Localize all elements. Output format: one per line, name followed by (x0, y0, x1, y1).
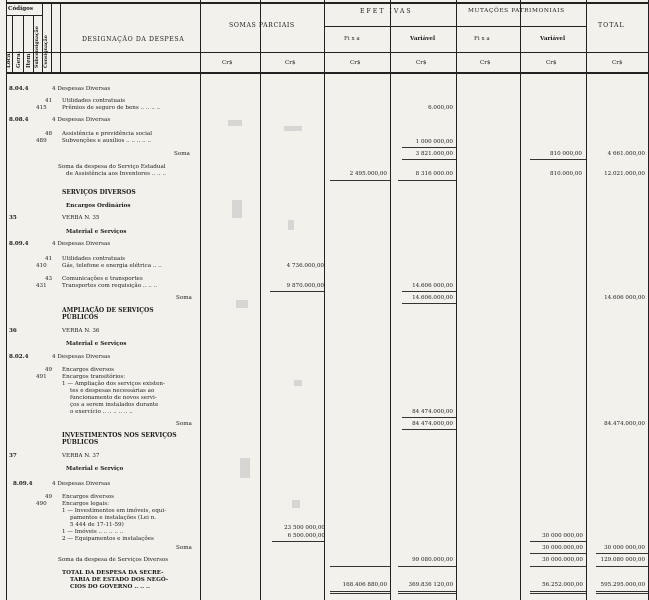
currency-1: Cr$ (222, 60, 233, 66)
value-total: 84.474.000,00 (604, 421, 645, 427)
code-local: 37 (9, 453, 17, 459)
code: 410 (36, 263, 47, 269)
column-line (520, 0, 521, 600)
row-text: Assistência e previdência social (62, 131, 153, 137)
code: 489 (36, 138, 47, 144)
total-rule (330, 591, 390, 594)
header-codigos: Códigos (8, 6, 34, 12)
code: 48 (45, 131, 53, 137)
value-variavel: 1 000 000,00 (415, 139, 453, 145)
row-text: Material e Serviços (66, 229, 127, 235)
column-line (586, 0, 587, 600)
row-text: TARIA DE ESTADO DOS NEGÓ- (70, 577, 169, 583)
header-sub-rule (324, 26, 586, 27)
soma-label: Soma (174, 151, 190, 157)
code-local: 36 (9, 328, 17, 334)
value-mutacoes: 810.000,00 (549, 171, 582, 177)
header-geral: Geral (16, 51, 22, 68)
row-text: Subvenções e auxílios .. .. .. .. .. (62, 138, 152, 144)
code: 491 (36, 374, 47, 380)
sum-rule (398, 566, 456, 567)
sum-rule (530, 566, 586, 567)
row-text: 4 Despesas Diversas (52, 354, 111, 360)
code: 415 (36, 105, 47, 111)
row-text: Encargos transitórios: (62, 374, 126, 380)
row-text: Soma da despesa do Serviço Estadual (58, 164, 166, 170)
total-rule (596, 591, 648, 594)
sum-rule (530, 159, 586, 160)
value-mutacoes: 30 000.000,00 (542, 557, 583, 563)
column-line (6, 0, 7, 600)
sum-rule (402, 159, 456, 160)
currency-6: Cr$ (546, 60, 557, 66)
value-fixa: 2 495.000,00 (349, 171, 387, 177)
section-title: SERVIÇOS DIVERSOS (62, 189, 136, 196)
header-mutacoes: MUTAÇÕES PATRIMONIAIS (468, 8, 565, 14)
value-variavel: 99 080.000,00 (412, 557, 453, 563)
row-text: 1 — Investimentos em imóveis, equi- (62, 508, 167, 514)
value-mutacoes: 810 000,00 (549, 151, 582, 157)
value-fixa: 168.406 880,00 (342, 582, 387, 588)
row-text: de Assistência aos Inventores .. .. .. (66, 171, 167, 177)
code: 43 (45, 276, 53, 282)
sum-rule (402, 303, 456, 304)
header-local: Local (6, 51, 12, 68)
row-text: Utilidades contratuais (62, 98, 125, 104)
header-total: TOTAL (598, 22, 625, 29)
value-total: 12.021.000,00 (604, 171, 645, 177)
row-text: Comunicações e transportes (62, 276, 143, 282)
row-text: Encargos diversos (62, 494, 115, 500)
column-line (456, 0, 457, 600)
row-text: Encargos legais: (62, 501, 109, 507)
code-local: 8.09.4 (13, 481, 33, 487)
soma-label: Soma (176, 295, 192, 301)
value-variavel: 8 316 000.00 (415, 171, 453, 177)
value-mutacoes: 56.252.000,00 (542, 582, 583, 588)
sum-rule (596, 566, 648, 567)
column-line (200, 0, 201, 600)
sum-rule (530, 553, 586, 554)
header-subconsignacao: Subconsignação (35, 26, 40, 68)
value-mutacoes: 30 000.000,00 (542, 545, 583, 551)
row-text: Material e Serviço (66, 466, 124, 472)
header-designacao: DESIGNAÇÃO DA DESPESA (82, 36, 185, 43)
sum-rule (402, 291, 456, 292)
code: 41 (45, 98, 53, 104)
currency-7: Cr$ (612, 60, 623, 66)
value-total: 30 000 000,00 (604, 545, 645, 551)
row-text: 1 — Ampliação dos serviços existen- (62, 381, 165, 387)
value-total: 14.606 000,00 (604, 295, 645, 301)
value-total: 4 661.000,00 (607, 151, 645, 157)
value-parcial: 9 870.000,00 (286, 283, 324, 289)
code: 49 (45, 367, 53, 373)
sum-rule (530, 541, 586, 542)
value-mutacoes: 30 000 000,00 (542, 533, 583, 539)
value-total: 595.295.000,00 (600, 582, 645, 588)
sum-rule (398, 180, 456, 181)
code: 41 (45, 256, 53, 262)
verba: VERBA N. 36 (62, 328, 100, 334)
row-text: Material e Serviços (66, 341, 127, 347)
row-text: funcionamento de novos servi- (70, 395, 157, 401)
sum-rule (402, 429, 456, 430)
sum-rule (270, 291, 324, 292)
column-line (324, 0, 325, 600)
row-text: TOTAL DA DESPESA DA SECRE- (62, 570, 164, 576)
row-text: 4 Despesas Diversas (52, 117, 111, 123)
value-variavel: 14.606 000,00 (412, 283, 453, 289)
value-variavel: 84 474.000,00 (412, 409, 453, 415)
codigos-rule (6, 15, 42, 16)
code-local: 8.04.4 (9, 86, 29, 92)
row-text: Gás, telefone e energia elétrica .. .. (62, 263, 162, 269)
row-text: tes e despesas necessárias ao (70, 388, 155, 394)
sum-rule (330, 566, 390, 567)
header-item: Item (26, 53, 32, 68)
value-variavel: 84 474.000,00 (412, 421, 453, 427)
section-title: AMPLIAÇÃO DE SERVIÇOS (62, 307, 154, 314)
row-text: Transportes com requisição .. .. .. (62, 283, 158, 289)
header-fixa: Fi x a (344, 36, 360, 42)
row-text: Prêmios de seguro de bens .. .. .. .. (62, 105, 161, 111)
header-consignacao: Consignação (44, 35, 49, 68)
header-top-rule (6, 2, 649, 4)
row-text: Encargos Ordinários (66, 203, 131, 209)
header-efetivas: EFET IVAS (360, 8, 413, 15)
row-text: Utilidades contratuais (62, 256, 125, 262)
sum-rule (402, 147, 456, 148)
section-title: INVESTIMENTOS NOS SERVIÇOS (62, 432, 177, 439)
code-local: 8.02.4 (9, 354, 29, 360)
row-text: CIOS DO GOVERNO .. .. .. (70, 584, 150, 590)
sum-rule (272, 541, 324, 542)
header-rule (6, 52, 649, 53)
row-text: Soma da despesa de Serviços Diversos (58, 557, 169, 563)
row-text: pamentos e instalações (Lei n. (70, 515, 157, 521)
code-local: 8.08.4 (9, 117, 29, 123)
header-variavel: Variável (410, 36, 436, 42)
code: 431 (36, 283, 47, 289)
code-local: 35 (9, 215, 17, 221)
total-rule (530, 591, 586, 594)
soma-label: Soma (176, 421, 192, 427)
verba: VERBA N. 37 (62, 453, 100, 459)
currency-4: Cr$ (416, 60, 427, 66)
code-local: 8.09.4 (9, 241, 29, 247)
sum-rule (402, 417, 456, 418)
row-text: ços a serem instalados durante (70, 402, 159, 408)
code: 490 (36, 501, 47, 507)
value-variavel: 6.000,00 (428, 105, 453, 111)
header-bottom-rule (6, 72, 649, 74)
value-parcial: 6 500.000,00 (287, 533, 325, 539)
column-line (390, 0, 391, 600)
column-line (260, 0, 261, 600)
header-fixa-2: Fi x a (474, 36, 490, 42)
value-variavel: 14.606.000,00 (412, 295, 453, 301)
value-parcial: 4 736.000,00 (286, 263, 324, 269)
sum-rule (596, 553, 648, 554)
row-text: 5 444 de 17-11-59) (70, 522, 124, 528)
row-text: 4 Despesas Diversas (52, 86, 111, 92)
row-text: 1 — Imóveis .. .. .. .. .. (62, 529, 124, 535)
section-title: PÚBLICOS (62, 439, 99, 446)
soma-label: Soma (176, 545, 192, 551)
row-text: 4 Despesas Diversas (52, 241, 111, 247)
verba: VERBA N. 35 (62, 215, 100, 221)
header-somas-parciais: SOMAS PARCIAIS (229, 22, 295, 29)
row-text: 2 — Equipamentos e instalações (62, 536, 154, 542)
currency-5: Cr$ (480, 60, 491, 66)
header-variavel-2: Variável (540, 36, 566, 42)
value-variavel: 369.836 120,00 (408, 582, 453, 588)
value-total: 129.080 000,00 (600, 557, 645, 563)
row-text: Encargos diversos (62, 367, 115, 373)
row-text: 4 Despesas Diversas (52, 481, 111, 487)
total-rule (398, 591, 456, 594)
sum-rule (330, 180, 390, 181)
value-parcial: 23 500 000,00 (284, 525, 325, 531)
value-variavel: 3 821.000,00 (415, 151, 453, 157)
currency-3: Cr$ (350, 60, 361, 66)
row-text: o exercício .. .. .. .. .. .. (70, 409, 133, 415)
code: 49 (45, 494, 53, 500)
section-title: PÚBLICOS (62, 314, 99, 321)
currency-2: Cr$ (285, 60, 296, 66)
